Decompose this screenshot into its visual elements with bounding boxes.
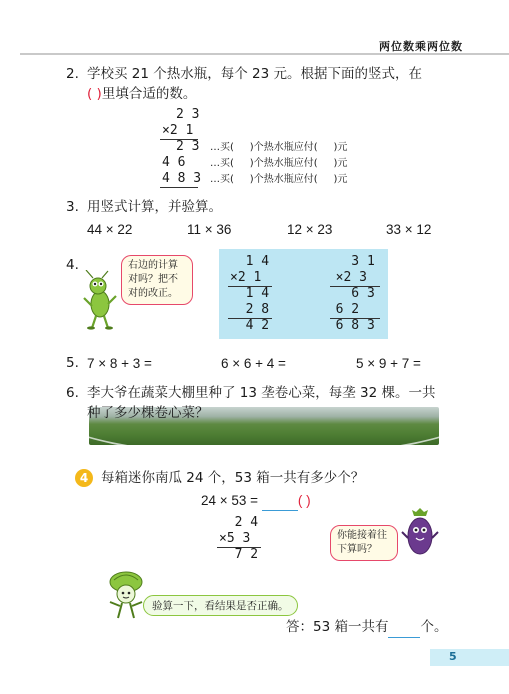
- ex4-answer: [286, 618, 447, 638]
- q3-item-2: 12 × 23: [287, 222, 333, 237]
- page-header: [0, 0, 509, 66]
- q4-bubble-line-2: 对的改正。: [128, 288, 178, 299]
- ex4-answer-suffix: 个。: [420, 619, 448, 635]
- q2-row-3: 4 6: [162, 155, 186, 170]
- q6-line1: 李大爷在蔬菜大棚里种了 13 垄卷心菜，每垄 32 棵。一共: [87, 385, 436, 401]
- q2-row-0: 2 3: [176, 107, 200, 122]
- grasshopper-icon: [78, 270, 122, 330]
- q4-right-row-1: ×2 3: [320, 270, 367, 285]
- q4-number: 4.: [66, 257, 79, 273]
- ex4-question: 每箱迷你南瓜 24 个，53 箱一共有多少个？: [101, 470, 365, 486]
- q5-item-0: 7 × 8 + 3 =: [87, 356, 152, 371]
- q2-note-0: …买( )个热水瓶应付( )元: [210, 142, 348, 153]
- q6-line2: 种了多少棵卷心菜？: [87, 405, 209, 421]
- q2-row-4: 4 8 3: [162, 171, 202, 186]
- ex4-hint-line-1: 下算吗？: [337, 544, 377, 555]
- q4-left-row-2: 1 4: [230, 286, 270, 301]
- ex4-answer-fill-blank: [388, 618, 420, 638]
- q4-left-row-0: 1 4: [230, 254, 270, 269]
- check-hint-text: 验算一下，看结果是否正确。: [152, 600, 289, 612]
- q4-left-row-4: 4 2: [230, 318, 270, 333]
- ex4-answer-blank: [262, 491, 298, 511]
- q4-bubble-line-1: 对吗？把不: [128, 274, 178, 285]
- q6-number: 6.: [66, 385, 79, 401]
- q2-row-2: 2 3: [176, 139, 200, 154]
- q2-paren: ( ): [87, 86, 102, 102]
- q3-number: 3.: [66, 199, 79, 215]
- page-number: 5: [449, 650, 457, 663]
- q4-right-row-4: 6 8 3: [320, 318, 375, 333]
- q2-row-1: ×2 1: [162, 123, 194, 138]
- ex4-hint-line-0: 你能接着往: [337, 530, 387, 541]
- q5-number: 5.: [66, 355, 79, 371]
- q3-item-0: 44 × 22: [87, 222, 133, 237]
- q4-right-row-2: 6 3: [320, 286, 375, 301]
- q2-line2: 里填合适的数。: [101, 86, 197, 102]
- ex4-calc-row-0: 2 4: [219, 515, 259, 530]
- q3-text: 用竖式计算，并验算。: [87, 199, 222, 215]
- cabbage-character-icon: [104, 570, 148, 622]
- q4-left-row-3: 2 8: [230, 302, 270, 317]
- eggplant-icon: [400, 508, 440, 562]
- q4-right-row-0: 3 1: [320, 254, 375, 269]
- ex4-paren: ( ): [297, 493, 311, 508]
- q4-right-row-3: 6 2: [320, 302, 360, 317]
- chapter-title: 两位数乘两位数: [379, 40, 463, 53]
- ex4-equation: [201, 491, 311, 511]
- example-badge: 4: [75, 469, 93, 487]
- q2-note-1: …买( )个热水瓶应付( )元: [210, 158, 348, 169]
- q2-line1: 学校买 21 个热水瓶，每个 23 元。根据下面的竖式，在: [87, 66, 423, 82]
- check-hint-bubble: [143, 595, 298, 616]
- q4-speech-bubble: [121, 255, 193, 305]
- q3-item-1: 11 × 36: [187, 222, 232, 237]
- ex4-calc-row-2: 7 2: [219, 547, 259, 562]
- ex4-answer-prefix: 答：53 箱一共有: [286, 619, 389, 635]
- q3-item-3: 33 × 12: [386, 222, 432, 237]
- q5-item-1: 6 × 6 + 4 =: [221, 356, 286, 371]
- ex4-equation-text: 24 × 53 =: [201, 493, 259, 508]
- q2-rule-bottom: [160, 187, 198, 188]
- q2-note-2: …买( )个热水瓶应付( )元: [210, 174, 348, 185]
- q4-left-row-1: ×2 1: [230, 270, 262, 285]
- q2-number: 2.: [66, 66, 79, 82]
- q5-item-2: 5 × 9 + 7 =: [356, 356, 421, 371]
- page-number-bar: [430, 649, 509, 666]
- q2-line2-wrap: [87, 85, 196, 104]
- ex4-hint-bubble: [330, 525, 398, 561]
- header-divider: [20, 53, 509, 55]
- q4-bubble-line-0: 右边的计算: [128, 260, 178, 271]
- ex4-calc-row-1: ×5 3: [219, 531, 251, 546]
